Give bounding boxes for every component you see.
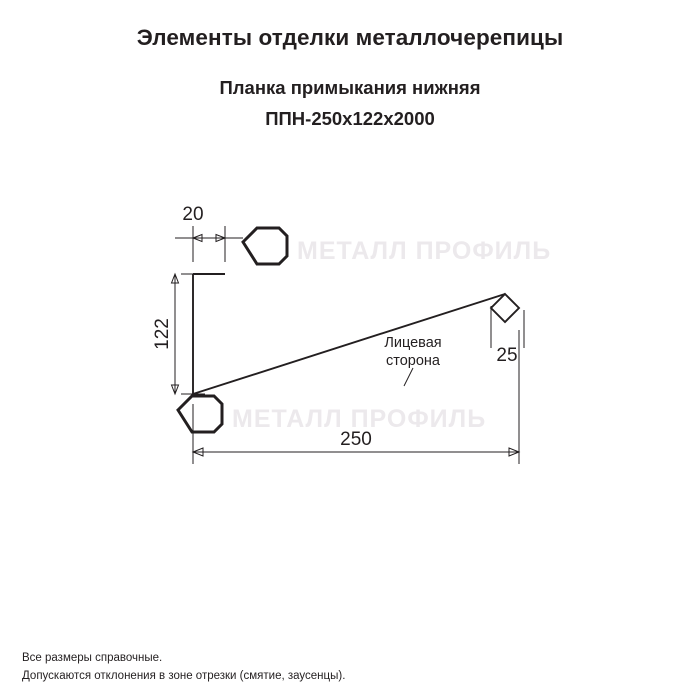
- technical-drawing: [0, 170, 700, 550]
- annotation-face-side-line2: сторона: [386, 353, 440, 369]
- dimension-250-label: 250: [340, 429, 372, 450]
- annotation-face-side: [384, 335, 441, 386]
- title-block: [0, 0, 700, 132]
- page-title: Элементы отделки металлочерепицы: [136, 25, 564, 50]
- watermark-text: МЕТАЛЛ ПРОФИЛЬ: [232, 405, 487, 433]
- watermark-bottom: [178, 396, 486, 433]
- dimension-122: [152, 274, 205, 394]
- watermark-text: МЕТАЛЛ ПРОФИЛЬ: [297, 237, 552, 265]
- product-code: ППН-250х122х2000: [265, 107, 435, 129]
- dimension-250: [193, 330, 519, 464]
- product-name: Планка примыкания нижняя: [219, 77, 481, 98]
- dimension-20-label: 20: [182, 204, 204, 225]
- annotation-face-side-line1: Лицевая: [384, 335, 442, 351]
- dimension-25-label: 25: [496, 345, 518, 366]
- footer-note-1: Все размеры справочные.: [22, 652, 163, 665]
- dimension-122-label: 122: [152, 318, 173, 350]
- footer-notes: [22, 650, 345, 686]
- footer-note-2: Допускаются отклонения в зоне отрезки (смятие, заусенцы).: [22, 670, 346, 683]
- profile-outline: [193, 274, 519, 394]
- dimension-20: [175, 204, 243, 262]
- watermark-top: [243, 228, 551, 265]
